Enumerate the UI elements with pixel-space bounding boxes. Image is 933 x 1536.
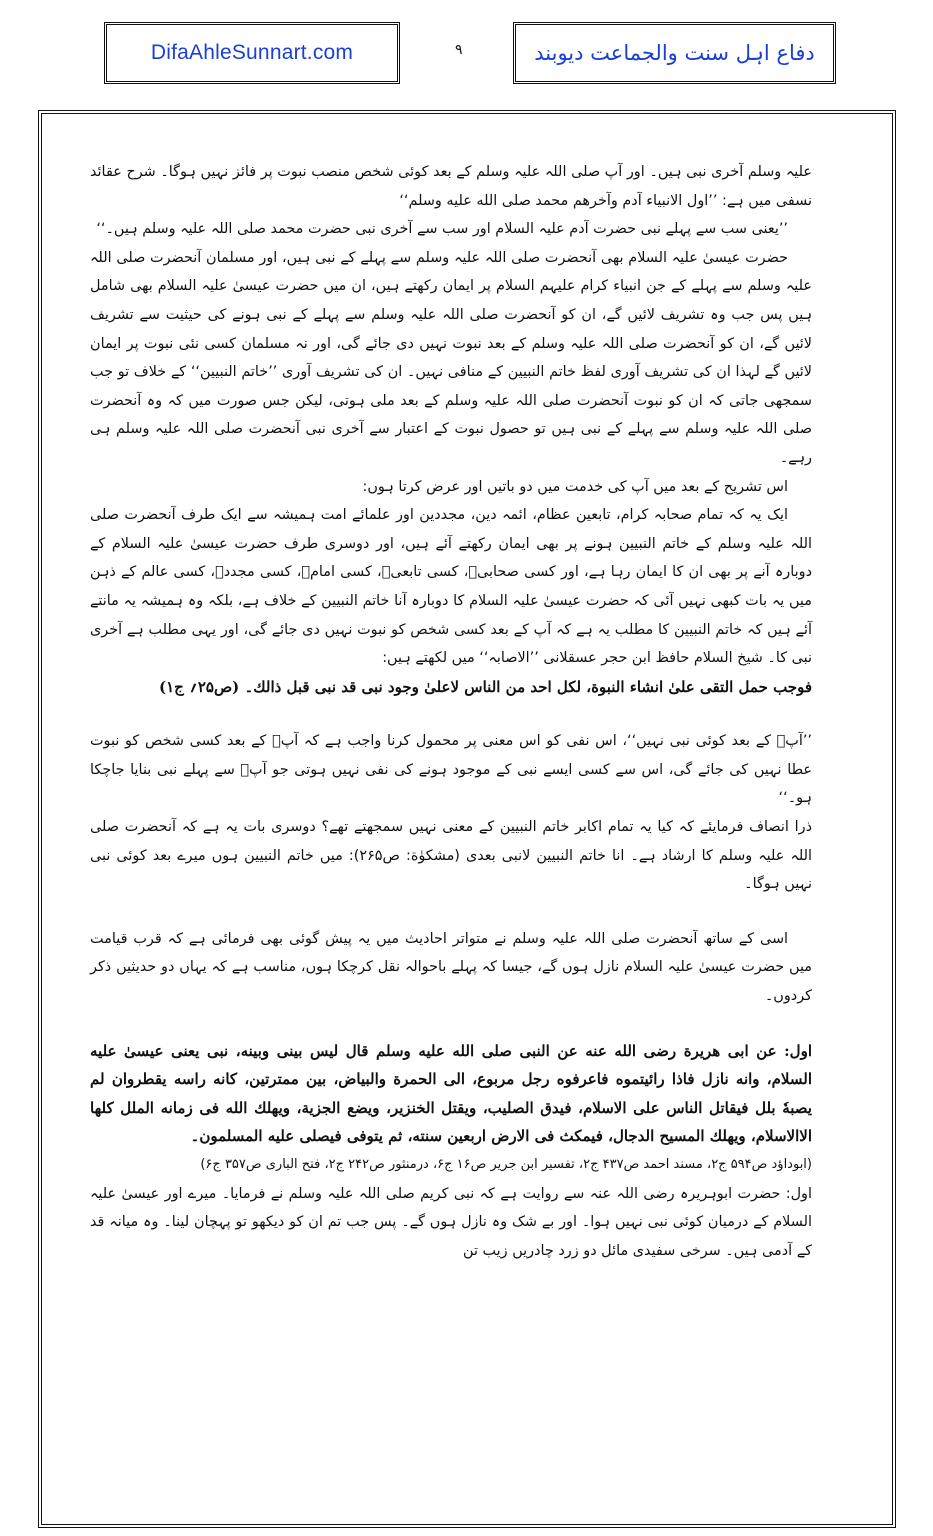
paragraph-2: حضرت عیسیٰ علیہ السلام بھی آنحضرت صلی اللہ علیہ وسلم سے پہلے کے نبی ہیں، اور مسلمان آنحضرت صلی اللہ علیہ وسلم سے پہلے کے جن انبیاء کرام علیہم السلام پر ایمان رکھتے ہیں، ان میں حضرت عیسیٰ علیہ السلام بھی شامل ہیں پس جب وہ تشریف لائیں گے، ان کو آنحضرت صلی اللہ علیہ وسلم سے پہلے کے نبی ہونے کی حیثیت سے تشریف لائیں گے، ان کو آنحضرت صلی اللہ علیہ وسلم کے بعد نبوت نہیں دی جائے گی، اور نہ مسلمان کسی نئی نبوت پر ایمان لائیں گے لہذا ان کی تشریف آوری لفظ خاتم النبیین کے منافی نہیں۔ ان کی تشریف آوری ’’خاتم النبیین‘‘ کے خلاف تو جب سمجھی جاتی کہ ان کو نبوت آنحضرت صلی اللہ علیہ وسلم کے بعد ملی ہوتی، لیکن جس صورت میں کہ وہ آنحضرت صلی اللہ علیہ وسلم سے پہلے کے نبی ہیں تو حصول نبوت کے اعتبار سے آخری نبی آنحضرت صلی اللہ علیہ وسلم ہی رہے۔ <box>90 249 812 466</box>
spacer <box>90 899 812 925</box>
header-title-box <box>513 22 836 84</box>
hadith-references: (ابوداؤد ص۵۹۴ ج۲، مسند احمد ص۴۳۷ ج۲، تفسیر ابن جریر ص۱۶ ج۶، درمنثور ص۲۴۲ ج۲، فتح الباری ص۳۵۷ ج۶) <box>200 1157 812 1172</box>
quote-translation: ’’یعنی سب سے پہلے نبی حضرت آدم علیہ السلام اور سب سے آخری نبی حضرت محمد صلی اللہ علیہ وسلم ہیں۔‘‘ <box>96 221 788 238</box>
spacer <box>90 701 812 727</box>
arabic-quote: فوجب حمل التقى علىٰ انشاء النبوة، لكل احد من الناس لاعلىٰ وجود نبى قد نبى قبل ذالك۔ (ص۲۵؍ ج۱) <box>159 677 812 696</box>
paragraph-7: اسی کے ساتھ آنحضرت صلی اللہ علیہ وسلم نے متواتر احادیث میں یہ پیش گوئی بھی فرمائی ہے کہ قرب قیامت میں حضرت عیسیٰ علیہ السلام نازل ہوں گے، جیسا کہ پہلے باحوالہ نقل کرچکا ہوں، مناسب ہے کہ یہاں دو حدیثیں ذکر کردوں۔ <box>90 930 812 1005</box>
paragraph-5: ’’آپؐ کے بعد کوئی نبی نہیں‘‘، اس نفی کو اس معنی پر محمول کرنا واجب ہے کہ آپؐ کے بعد کسی شخص کو نبوت عطا نہیں کی جائے گی، اس سے کسی ایسے نبی کے موجود ہونے کی نفی نہیں ہوتی جو آپؐ سے پہلے نبی بنایا جاچکا ہو۔‘‘ <box>90 733 812 807</box>
paragraph-4: ایک یہ کہ تمام صحابہ کرام، تابعین عظام، ائمہ دین، مجددین اور علمائے امت ہمیشہ سے ایک طرف آنحضرت صلی اللہ علیہ وسلم کے خاتم النبیین ہونے پر بھی ایمان رکھتے آئے ہیں، اور دوسری طرف حضرت عیسیٰ علیہ السلام کے دوبارہ آنے پر بھی ان کا ایمان رہا ہے، اور کسی صحابیؓ، کسی تابعیؒ، کسی امامؒ، کسی مجددؒ، کسی عالم کے ذہن میں یہ بات کبھی نہیں آئی کہ حضرت عیسیٰ علیہ السلام کا دوبارہ آنا خاتم النبیین کے خلاف ہے، بلکہ وہ ہمیشہ یہ مانتے آئے ہیں کہ خاتم النبیین کا مطلب یہ ہے کہ آپ کے بعد کسی شخص کو نبوت نہیں دی جائے گی، اور یہی مطلب ہے آخری نبی کا۔ شیخ السلام حافظ ابن حجر عسقلانی ’’الاصابہ‘‘ میں لکھتے ہیں: <box>90 507 812 667</box>
paragraph-8: اول: حضرت ابوہریرہ رضی اللہ عنہ سے روایت ہے کہ نبی کریم صلی اللہ علیہ وسلم نے فرمایا۔ میرے اور عیسیٰ علیہ السلام کے درمیان کوئی نبی نہیں ہوا۔ اور بے شک وہ نازل ہوں گے۔ پس جب تم ان کو دیکھو تو پہچان لینا۔ وہ میانہ قد کے آدمی ہیں۔ سرخی سفیدی مائل دو زرد چادریں زیب تن <box>90 1185 812 1259</box>
paragraph-1: علیہ وسلم آخری نبی ہیں۔ اور آپ صلی اللہ علیہ وسلم کے بعد کوئی شخص منصب نبوت پر فائز نہیں ہوگا۔ شرح عقائد نسفی میں ہے: ’’اول الانبیاء آدم وآخرهم محمد صلى الله عليه وسلم‘‘ <box>90 164 812 209</box>
spacer <box>90 1011 812 1037</box>
page-number: ۹ <box>455 42 463 58</box>
hadith-arabic: اول: عن ابى هريرة رضى الله عنه عن النبى صلى الله عليه وسلم قال ليس بينى وبينه، نبى يعنى عيسىٰ عليه السلام، وانه نازل فاذا رائيتموه فاعرفوه رجل مربوع، الى الحمرة والبياض، بين ممترتين، كانه راسه يقطروان لم يصبهٗ بلل فيقاتل الناس على الاسلام، فيدق الصليب، ويقتل الخنزير، ويضع الجزية، ويهلك الله فى زمانه الملل كلها الاالاسلام، ويهلك المسيح الدجال، فيمكث فى الارض اربعين سنته، ثم يتوفى فيصلى عليه المسلمون۔ <box>90 1041 812 1146</box>
paragraph-3: اس تشریح کے بعد میں آپ کی خدمت میں دو باتیں اور عرض کرتا ہوں: <box>362 478 788 495</box>
paragraph-6: ذرا انصاف فرمایئے کہ کیا یہ تمام اکابر خاتم النبیین کے معنی نہیں سمجھتے تھے؟ دوسری بات یہ ہے کہ آنحضرت صلی اللہ علیہ وسلم کا ارشاد ہے۔ انا خاتم النبیین لانبی بعدی (مشکوٰة: ص۲۶۵): میں خاتم النبیین ہوں میرے بعد کوئی نبی نہیں ہوگا۔ <box>90 819 812 893</box>
page-body <box>90 158 812 1265</box>
website-name: DifaAhleSunnart.com <box>150 41 354 64</box>
website-label-box <box>104 22 400 84</box>
header-title: دفاع اہل سنت والجماعت دیوبند <box>534 41 815 65</box>
